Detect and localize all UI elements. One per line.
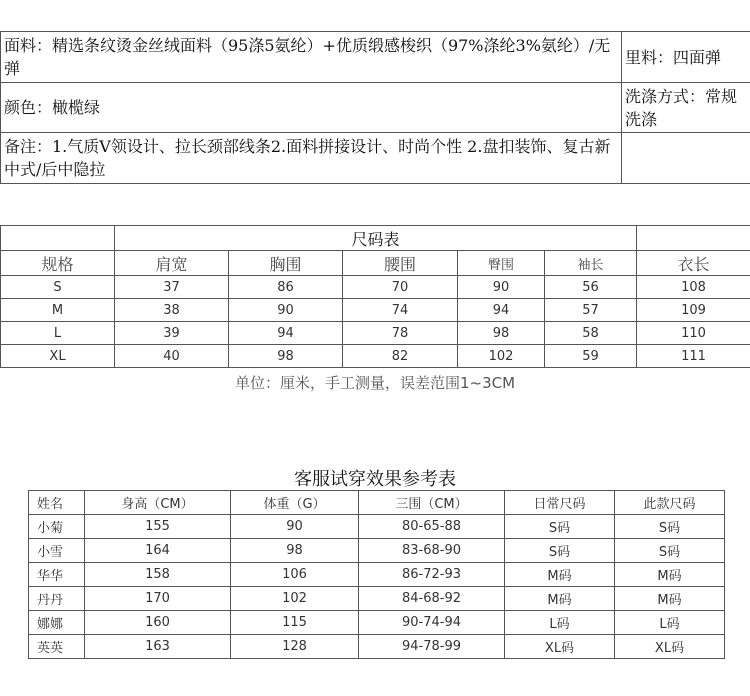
tryon-cell: M码 <box>505 563 615 587</box>
tryon-cell: L码 <box>615 611 725 635</box>
tryon-cell: M码 <box>615 587 725 611</box>
tryon-header-cell: 姓名 <box>29 491 85 515</box>
size-cell: 57 <box>545 299 637 322</box>
size-header-cell: 规格 <box>1 251 115 276</box>
tryon-cell: 106 <box>231 563 359 587</box>
washing-info: 洗涤方式：常规洗涤 <box>622 83 750 133</box>
size-cell: 82 <box>343 345 458 368</box>
unit-note: 单位：厘米，手工测量，误差范围1~3CM <box>234 374 516 392</box>
tryon-cell: S码 <box>615 539 725 563</box>
tryon-table <box>28 490 725 659</box>
size-table <box>0 225 750 368</box>
tryon-cell: L码 <box>505 611 615 635</box>
tryon-cell: 84-68-92 <box>359 587 505 611</box>
tryon-cell: S码 <box>505 515 615 539</box>
size-cell: 90 <box>458 276 545 299</box>
tryon-header-cell: 身高（CM） <box>85 491 231 515</box>
tryon-header-cell: 此款尺码 <box>615 491 725 515</box>
tryon-cell: 83-68-90 <box>359 539 505 563</box>
size-cell: M <box>1 299 115 322</box>
size-cell: 111 <box>637 345 750 368</box>
size-cell: S <box>1 276 115 299</box>
tryon-cell: S码 <box>505 539 615 563</box>
size-cell: L <box>1 322 115 345</box>
size-title-blank-2 <box>637 226 750 251</box>
size-title-blank-1 <box>1 226 115 251</box>
size-cell: 70 <box>343 276 458 299</box>
tryon-cell: 115 <box>231 611 359 635</box>
size-cell: 78 <box>343 322 458 345</box>
color-info: 颜色：橄榄绿 <box>1 83 622 133</box>
product-info-table <box>0 31 750 184</box>
tryon-header-cell: 日常尺码 <box>505 491 615 515</box>
table-row <box>1 345 750 368</box>
size-table-title: 尺码表 <box>115 226 637 251</box>
tryon-cell: M码 <box>505 587 615 611</box>
size-cell: 37 <box>115 276 229 299</box>
size-cell: 94 <box>458 299 545 322</box>
tryon-cell: 小雪 <box>29 539 85 563</box>
tryon-cell: M码 <box>615 563 725 587</box>
size-header-cell: 臀围 <box>458 251 545 276</box>
tryon-cell: 128 <box>231 635 359 659</box>
size-header-cell: 胸围 <box>229 251 343 276</box>
table-row <box>29 587 725 611</box>
tryon-cell: 80-65-88 <box>359 515 505 539</box>
size-cell: 102 <box>458 345 545 368</box>
tryon-table-title: 客服试穿效果参考表 <box>294 469 456 490</box>
tryon-cell: 158 <box>85 563 231 587</box>
size-cell: XL <box>1 345 115 368</box>
tryon-cell: 170 <box>85 587 231 611</box>
table-row <box>29 515 725 539</box>
tryon-cell: 90-74-94 <box>359 611 505 635</box>
tryon-cell: 164 <box>85 539 231 563</box>
size-cell: 40 <box>115 345 229 368</box>
table-row <box>29 539 725 563</box>
size-cell: 108 <box>637 276 750 299</box>
table-row <box>1 299 750 322</box>
size-header-cell: 袖长 <box>545 251 637 276</box>
lining-info: 里料：四面弹 <box>622 32 750 83</box>
tryon-cell: S码 <box>615 515 725 539</box>
tryon-header-cell: 体重（G） <box>231 491 359 515</box>
size-cell: 86 <box>229 276 343 299</box>
tryon-cell: 90 <box>231 515 359 539</box>
table-row <box>1 276 750 299</box>
tryon-cell: 155 <box>85 515 231 539</box>
tryon-cell: 163 <box>85 635 231 659</box>
size-header-cell: 肩宽 <box>115 251 229 276</box>
size-cell: 74 <box>343 299 458 322</box>
size-cell: 58 <box>545 322 637 345</box>
tryon-cell: 94-78-99 <box>359 635 505 659</box>
fabric-info: 面料：精选条纹烫金丝绒面料（95涤5氨纶）+优质缎感梭织（97%涤纶3%氨纶）/无弹 <box>1 32 622 83</box>
size-header-cell: 衣长 <box>637 251 750 276</box>
tryon-cell: 小菊 <box>29 515 85 539</box>
size-cell: 98 <box>458 322 545 345</box>
tryon-cell: 98 <box>231 539 359 563</box>
size-cell: 110 <box>637 322 750 345</box>
tryon-cell: 娜娜 <box>29 611 85 635</box>
notes-info: 备注：1.气质V领设计、拉长颈部线条2.面料拼接设计、时尚个性 2.盘扣装饰、复古新中式/后中隐拉 <box>1 133 622 184</box>
size-cell: 59 <box>545 345 637 368</box>
table-row <box>29 611 725 635</box>
tryon-cell: XL码 <box>505 635 615 659</box>
size-header-cell: 腰围 <box>343 251 458 276</box>
size-cell: 38 <box>115 299 229 322</box>
tryon-cell: 86-72-93 <box>359 563 505 587</box>
tryon-header-cell: 三围（CM） <box>359 491 505 515</box>
tryon-cell: 英英 <box>29 635 85 659</box>
tryon-cell: 102 <box>231 587 359 611</box>
tryon-cell: 华华 <box>29 563 85 587</box>
size-cell: 39 <box>115 322 229 345</box>
empty-cell <box>622 133 750 184</box>
tryon-cell: 160 <box>85 611 231 635</box>
table-row <box>29 635 725 659</box>
size-cell: 98 <box>229 345 343 368</box>
size-cell: 109 <box>637 299 750 322</box>
tryon-cell: XL码 <box>615 635 725 659</box>
size-cell: 94 <box>229 322 343 345</box>
table-row <box>1 322 750 345</box>
size-cell: 56 <box>545 276 637 299</box>
size-cell: 90 <box>229 299 343 322</box>
tryon-cell: 丹丹 <box>29 587 85 611</box>
table-row <box>29 563 725 587</box>
